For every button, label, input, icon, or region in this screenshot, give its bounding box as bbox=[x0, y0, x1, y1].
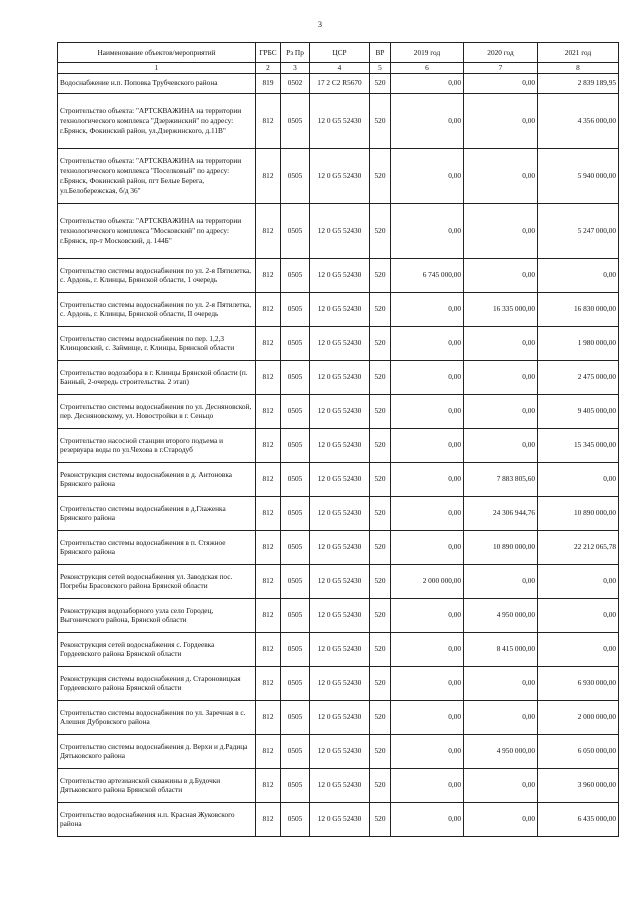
vr-cell: 520 bbox=[370, 496, 391, 530]
table-body bbox=[58, 73, 619, 836]
table-row bbox=[58, 394, 619, 428]
vr-cell: 520 bbox=[370, 564, 391, 598]
rzpr-cell: 0505 bbox=[281, 428, 310, 462]
vr-cell: 520 bbox=[370, 428, 391, 462]
object-name-cell: Строительство объекта: "АРТСКВАЖИНА на территории технологического комплекса "Московский" по адресу: г.Брянск, пр-т Московский, д. 144Б" bbox=[58, 203, 256, 258]
amount-2020-cell: 0,00 bbox=[464, 93, 538, 148]
amount-2020-cell: 0,00 bbox=[464, 394, 538, 428]
column-number-row bbox=[58, 63, 619, 74]
table-row bbox=[58, 148, 619, 203]
grbs-cell: 812 bbox=[256, 564, 281, 598]
amount-2020-cell: 0,00 bbox=[464, 768, 538, 802]
amount-2020-cell: 0,00 bbox=[464, 802, 538, 836]
amount-2020-cell: 0,00 bbox=[464, 258, 538, 292]
csr-cell: 12 0 G5 52430 bbox=[310, 802, 370, 836]
table-row bbox=[58, 203, 619, 258]
object-name-cell: Строительство системы водоснабжения по ул. 2-я Пятилетка, с. Ардонь, г. Клинцы, Брянской области, II очередь bbox=[58, 292, 256, 326]
amount-2019-cell: 0,00 bbox=[391, 360, 464, 394]
amount-2019-cell: 6 745 000,00 bbox=[391, 258, 464, 292]
grbs-cell: 812 bbox=[256, 632, 281, 666]
header-grbs: ГРБС bbox=[256, 43, 281, 63]
grbs-cell: 812 bbox=[256, 292, 281, 326]
vr-cell: 520 bbox=[370, 802, 391, 836]
csr-cell: 17 2 C2 R5670 bbox=[310, 73, 370, 93]
vr-cell: 520 bbox=[370, 598, 391, 632]
csr-cell: 12 0 G5 52430 bbox=[310, 148, 370, 203]
amount-2019-cell: 0,00 bbox=[391, 148, 464, 203]
grbs-cell: 812 bbox=[256, 203, 281, 258]
object-name-cell: Строительство системы водоснабжения в п. Стяжное Брянского района bbox=[58, 530, 256, 564]
object-name-cell: Реконструкция сетей водоснабжения ул. Заводская пос. Погребы Брасовского района Брянской области bbox=[58, 564, 256, 598]
amount-2021-cell: 0,00 bbox=[538, 632, 619, 666]
object-name-cell: Строительство системы водоснабжения по ул. 2-я Пятилетка, с. Ардонь, г. Клинцы, Брянской области, 1 очередь bbox=[58, 258, 256, 292]
table-row bbox=[58, 564, 619, 598]
grbs-cell: 812 bbox=[256, 360, 281, 394]
csr-cell: 12 0 G5 52430 bbox=[310, 564, 370, 598]
rzpr-cell: 0505 bbox=[281, 394, 310, 428]
grbs-cell: 812 bbox=[256, 734, 281, 768]
grbs-cell: 812 bbox=[256, 93, 281, 148]
amount-2019-cell: 0,00 bbox=[391, 326, 464, 360]
vr-cell: 520 bbox=[370, 93, 391, 148]
table-row bbox=[58, 360, 619, 394]
rzpr-cell: 0505 bbox=[281, 203, 310, 258]
amount-2021-cell: 3 960 000,00 bbox=[538, 768, 619, 802]
csr-cell: 12 0 G5 52430 bbox=[310, 666, 370, 700]
grbs-cell: 812 bbox=[256, 394, 281, 428]
csr-cell: 12 0 G5 52430 bbox=[310, 360, 370, 394]
amount-2020-cell: 0,00 bbox=[464, 564, 538, 598]
amount-2019-cell: 0,00 bbox=[391, 428, 464, 462]
grbs-cell: 812 bbox=[256, 768, 281, 802]
amount-2021-cell: 0,00 bbox=[538, 564, 619, 598]
table-row bbox=[58, 462, 619, 496]
amount-2020-cell: 10 890 000,00 bbox=[464, 530, 538, 564]
amount-2020-cell: 24 306 944,76 bbox=[464, 496, 538, 530]
vr-cell: 520 bbox=[370, 666, 391, 700]
header-name: Наименование объектов/мероприятий bbox=[58, 43, 256, 63]
vr-cell: 520 bbox=[370, 768, 391, 802]
table-row bbox=[58, 734, 619, 768]
rzpr-cell: 0505 bbox=[281, 666, 310, 700]
grbs-cell: 812 bbox=[256, 326, 281, 360]
rzpr-cell: 0505 bbox=[281, 700, 310, 734]
vr-cell: 520 bbox=[370, 73, 391, 93]
csr-cell: 12 0 G5 52430 bbox=[310, 93, 370, 148]
amount-2020-cell: 0,00 bbox=[464, 326, 538, 360]
object-name-cell: Строительство системы водоснабжения по ул. Десняновской, пер. Десняновскому, ул. Новостройки в г. Сеньцо bbox=[58, 394, 256, 428]
table-row bbox=[58, 700, 619, 734]
header-vr: ВР bbox=[370, 43, 391, 63]
amount-2019-cell: 0,00 bbox=[391, 203, 464, 258]
vr-cell: 520 bbox=[370, 258, 391, 292]
grbs-cell: 812 bbox=[256, 530, 281, 564]
rzpr-cell: 0505 bbox=[281, 496, 310, 530]
csr-cell: 12 0 G5 52430 bbox=[310, 768, 370, 802]
rzpr-cell: 0505 bbox=[281, 564, 310, 598]
table-row bbox=[58, 768, 619, 802]
rzpr-cell: 0505 bbox=[281, 462, 310, 496]
amount-2020-cell: 0,00 bbox=[464, 360, 538, 394]
grbs-cell: 812 bbox=[256, 258, 281, 292]
rzpr-cell: 0505 bbox=[281, 530, 310, 564]
amount-2019-cell: 0,00 bbox=[391, 73, 464, 93]
object-name-cell: Строительство насосной станции второго подъема и резервуара воды по ул.Чехова в г.Стародуб bbox=[58, 428, 256, 462]
grbs-cell: 812 bbox=[256, 666, 281, 700]
vr-cell: 520 bbox=[370, 394, 391, 428]
amount-2021-cell: 22 212 065,78 bbox=[538, 530, 619, 564]
header-2020: 2020 год bbox=[464, 43, 538, 63]
amount-2021-cell: 5 940 000,00 bbox=[538, 148, 619, 203]
rzpr-cell: 0505 bbox=[281, 632, 310, 666]
header-rzpr: Рз Пр bbox=[281, 43, 310, 63]
grbs-cell: 812 bbox=[256, 148, 281, 203]
table-row bbox=[58, 598, 619, 632]
amount-2019-cell: 0,00 bbox=[391, 292, 464, 326]
amount-2020-cell: 7 883 805,60 bbox=[464, 462, 538, 496]
amount-2019-cell: 0,00 bbox=[391, 93, 464, 148]
table-row bbox=[58, 93, 619, 148]
amount-2020-cell: 0,00 bbox=[464, 148, 538, 203]
table-row bbox=[58, 292, 619, 326]
header-2019: 2019 год bbox=[391, 43, 464, 63]
object-name-cell: Строительство водозабора в г. Клинцы Брянской области (п. Банный, 2-очередь строительства. 2 этап) bbox=[58, 360, 256, 394]
column-number: 6 bbox=[391, 63, 464, 74]
csr-cell: 12 0 G5 52430 bbox=[310, 734, 370, 768]
table-row bbox=[58, 258, 619, 292]
grbs-cell: 812 bbox=[256, 700, 281, 734]
column-number: 2 bbox=[256, 63, 281, 74]
csr-cell: 12 0 G5 52430 bbox=[310, 462, 370, 496]
vr-cell: 520 bbox=[370, 292, 391, 326]
amount-2021-cell: 6 050 000,00 bbox=[538, 734, 619, 768]
column-number: 8 bbox=[538, 63, 619, 74]
amount-2019-cell: 0,00 bbox=[391, 768, 464, 802]
page-number: 3 bbox=[318, 20, 322, 29]
object-name-cell: Строительство системы водоснабжения по ул. Заречная в с. Алешня Дубровского района bbox=[58, 700, 256, 734]
amount-2021-cell: 6 435 000,00 bbox=[538, 802, 619, 836]
csr-cell: 12 0 G5 52430 bbox=[310, 203, 370, 258]
vr-cell: 520 bbox=[370, 734, 391, 768]
table-row bbox=[58, 802, 619, 836]
grbs-cell: 812 bbox=[256, 462, 281, 496]
rzpr-cell: 0502 bbox=[281, 73, 310, 93]
vr-cell: 520 bbox=[370, 326, 391, 360]
csr-cell: 12 0 G5 52430 bbox=[310, 292, 370, 326]
grbs-cell: 812 bbox=[256, 428, 281, 462]
object-name-cell: Строительство системы водоснабжения д. Верхи и д.Радица Дятьковского района bbox=[58, 734, 256, 768]
amount-2019-cell: 0,00 bbox=[391, 394, 464, 428]
rzpr-cell: 0505 bbox=[281, 292, 310, 326]
csr-cell: 12 0 G5 52430 bbox=[310, 598, 370, 632]
object-name-cell: Реконструкция водозаборного узла село Городец, Выгоничского района, Брянской области bbox=[58, 598, 256, 632]
table-row bbox=[58, 428, 619, 462]
object-name-cell: Реконструкция сетей водоснабжения с. Гордеевка Гордеевского района Брянской области bbox=[58, 632, 256, 666]
column-number: 4 bbox=[310, 63, 370, 74]
amount-2020-cell: 0,00 bbox=[464, 666, 538, 700]
csr-cell: 12 0 G5 52430 bbox=[310, 700, 370, 734]
csr-cell: 12 0 G5 52430 bbox=[310, 530, 370, 564]
vr-cell: 520 bbox=[370, 360, 391, 394]
csr-cell: 12 0 G5 52430 bbox=[310, 428, 370, 462]
vr-cell: 520 bbox=[370, 148, 391, 203]
object-name-cell: Строительство системы водоснабжения в д.Глаженка Брянского района bbox=[58, 496, 256, 530]
amount-2020-cell: 0,00 bbox=[464, 73, 538, 93]
column-number: 7 bbox=[464, 63, 538, 74]
grbs-cell: 812 bbox=[256, 598, 281, 632]
csr-cell: 12 0 G5 52430 bbox=[310, 394, 370, 428]
grbs-cell: 812 bbox=[256, 496, 281, 530]
rzpr-cell: 0505 bbox=[281, 598, 310, 632]
budget-table bbox=[57, 42, 619, 837]
amount-2020-cell: 0,00 bbox=[464, 203, 538, 258]
object-name-cell: Строительство объекта: "АРТСКВАЖИНА на территории технологического комплекса "Дзержинский" по адресу: г.Брянск, Фокинский район, ул.Дзержинского, д.11В" bbox=[58, 93, 256, 148]
amount-2021-cell: 0,00 bbox=[538, 462, 619, 496]
object-name-cell: Водоснабжение н.п. Поповка Трубчевского района bbox=[58, 73, 256, 93]
table-row bbox=[58, 530, 619, 564]
amount-2021-cell: 6 930 000,00 bbox=[538, 666, 619, 700]
amount-2021-cell: 0,00 bbox=[538, 598, 619, 632]
amount-2020-cell: 0,00 bbox=[464, 428, 538, 462]
vr-cell: 520 bbox=[370, 203, 391, 258]
rzpr-cell: 0505 bbox=[281, 768, 310, 802]
vr-cell: 520 bbox=[370, 530, 391, 564]
rzpr-cell: 0505 bbox=[281, 360, 310, 394]
grbs-cell: 812 bbox=[256, 802, 281, 836]
rzpr-cell: 0505 bbox=[281, 802, 310, 836]
amount-2021-cell: 2 000 000,00 bbox=[538, 700, 619, 734]
header-row bbox=[58, 43, 619, 63]
amount-2020-cell: 8 415 000,00 bbox=[464, 632, 538, 666]
column-number: 1 bbox=[58, 63, 256, 74]
amount-2021-cell: 4 356 000,00 bbox=[538, 93, 619, 148]
grbs-cell: 819 bbox=[256, 73, 281, 93]
amount-2021-cell: 2 475 000,00 bbox=[538, 360, 619, 394]
amount-2021-cell: 16 830 000,00 bbox=[538, 292, 619, 326]
header-2021: 2021 год bbox=[538, 43, 619, 63]
amount-2020-cell: 0,00 bbox=[464, 700, 538, 734]
rzpr-cell: 0505 bbox=[281, 148, 310, 203]
table-row bbox=[58, 632, 619, 666]
amount-2020-cell: 4 950 000,00 bbox=[464, 598, 538, 632]
vr-cell: 520 bbox=[370, 462, 391, 496]
table-row bbox=[58, 666, 619, 700]
object-name-cell: Строительство объекта: "АРТСКВАЖИНА на территории технологического комплекса "Поселковый" по адресу: г.Брянск, Фокинский район, пгт Белые Берега, ул.Белобережская, б/д 36" bbox=[58, 148, 256, 203]
amount-2019-cell: 0,00 bbox=[391, 632, 464, 666]
rzpr-cell: 0505 bbox=[281, 326, 310, 360]
amount-2021-cell: 5 247 000,00 bbox=[538, 203, 619, 258]
amount-2021-cell: 9 405 000,00 bbox=[538, 394, 619, 428]
amount-2020-cell: 16 335 000,00 bbox=[464, 292, 538, 326]
object-name-cell: Строительство системы водоснабжения по пер. 1,2,3 Клинцовский, с. Займище, г. Клинцы, Брянской области bbox=[58, 326, 256, 360]
rzpr-cell: 0505 bbox=[281, 734, 310, 768]
amount-2019-cell: 0,00 bbox=[391, 530, 464, 564]
column-number: 5 bbox=[370, 63, 391, 74]
csr-cell: 12 0 G5 52430 bbox=[310, 496, 370, 530]
amount-2019-cell: 0,00 bbox=[391, 666, 464, 700]
column-number: 3 bbox=[281, 63, 310, 74]
amount-2019-cell: 0,00 bbox=[391, 598, 464, 632]
table-row bbox=[58, 326, 619, 360]
header-csr: ЦСР bbox=[310, 43, 370, 63]
amount-2021-cell: 2 839 189,95 bbox=[538, 73, 619, 93]
object-name-cell: Реконструкция системы водоснабжения д. Староновицкая Гордеевского района Брянской области bbox=[58, 666, 256, 700]
amount-2019-cell: 0,00 bbox=[391, 496, 464, 530]
rzpr-cell: 0505 bbox=[281, 93, 310, 148]
csr-cell: 12 0 G5 52430 bbox=[310, 632, 370, 666]
object-name-cell: Реконструкция системы водоснабжения в д. Антоновка Брянского района bbox=[58, 462, 256, 496]
table-row bbox=[58, 73, 619, 93]
amount-2019-cell: 0,00 bbox=[391, 700, 464, 734]
csr-cell: 12 0 G5 52430 bbox=[310, 258, 370, 292]
table-row bbox=[58, 496, 619, 530]
csr-cell: 12 0 G5 52430 bbox=[310, 326, 370, 360]
rzpr-cell: 0505 bbox=[281, 258, 310, 292]
amount-2019-cell: 0,00 bbox=[391, 802, 464, 836]
amount-2021-cell: 10 890 000,00 bbox=[538, 496, 619, 530]
amount-2020-cell: 4 950 000,00 bbox=[464, 734, 538, 768]
object-name-cell: Строительство водоснабжения н.п. Красная Жуковского района bbox=[58, 802, 256, 836]
amount-2021-cell: 0,00 bbox=[538, 258, 619, 292]
amount-2019-cell: 2 000 000,00 bbox=[391, 564, 464, 598]
object-name-cell: Строительство артезианской скважины в д.Будочки Дятьковского района Брянской области bbox=[58, 768, 256, 802]
amount-2019-cell: 0,00 bbox=[391, 734, 464, 768]
amount-2019-cell: 0,00 bbox=[391, 462, 464, 496]
vr-cell: 520 bbox=[370, 632, 391, 666]
amount-2021-cell: 15 345 000,00 bbox=[538, 428, 619, 462]
amount-2021-cell: 1 980 000,00 bbox=[538, 326, 619, 360]
vr-cell: 520 bbox=[370, 700, 391, 734]
